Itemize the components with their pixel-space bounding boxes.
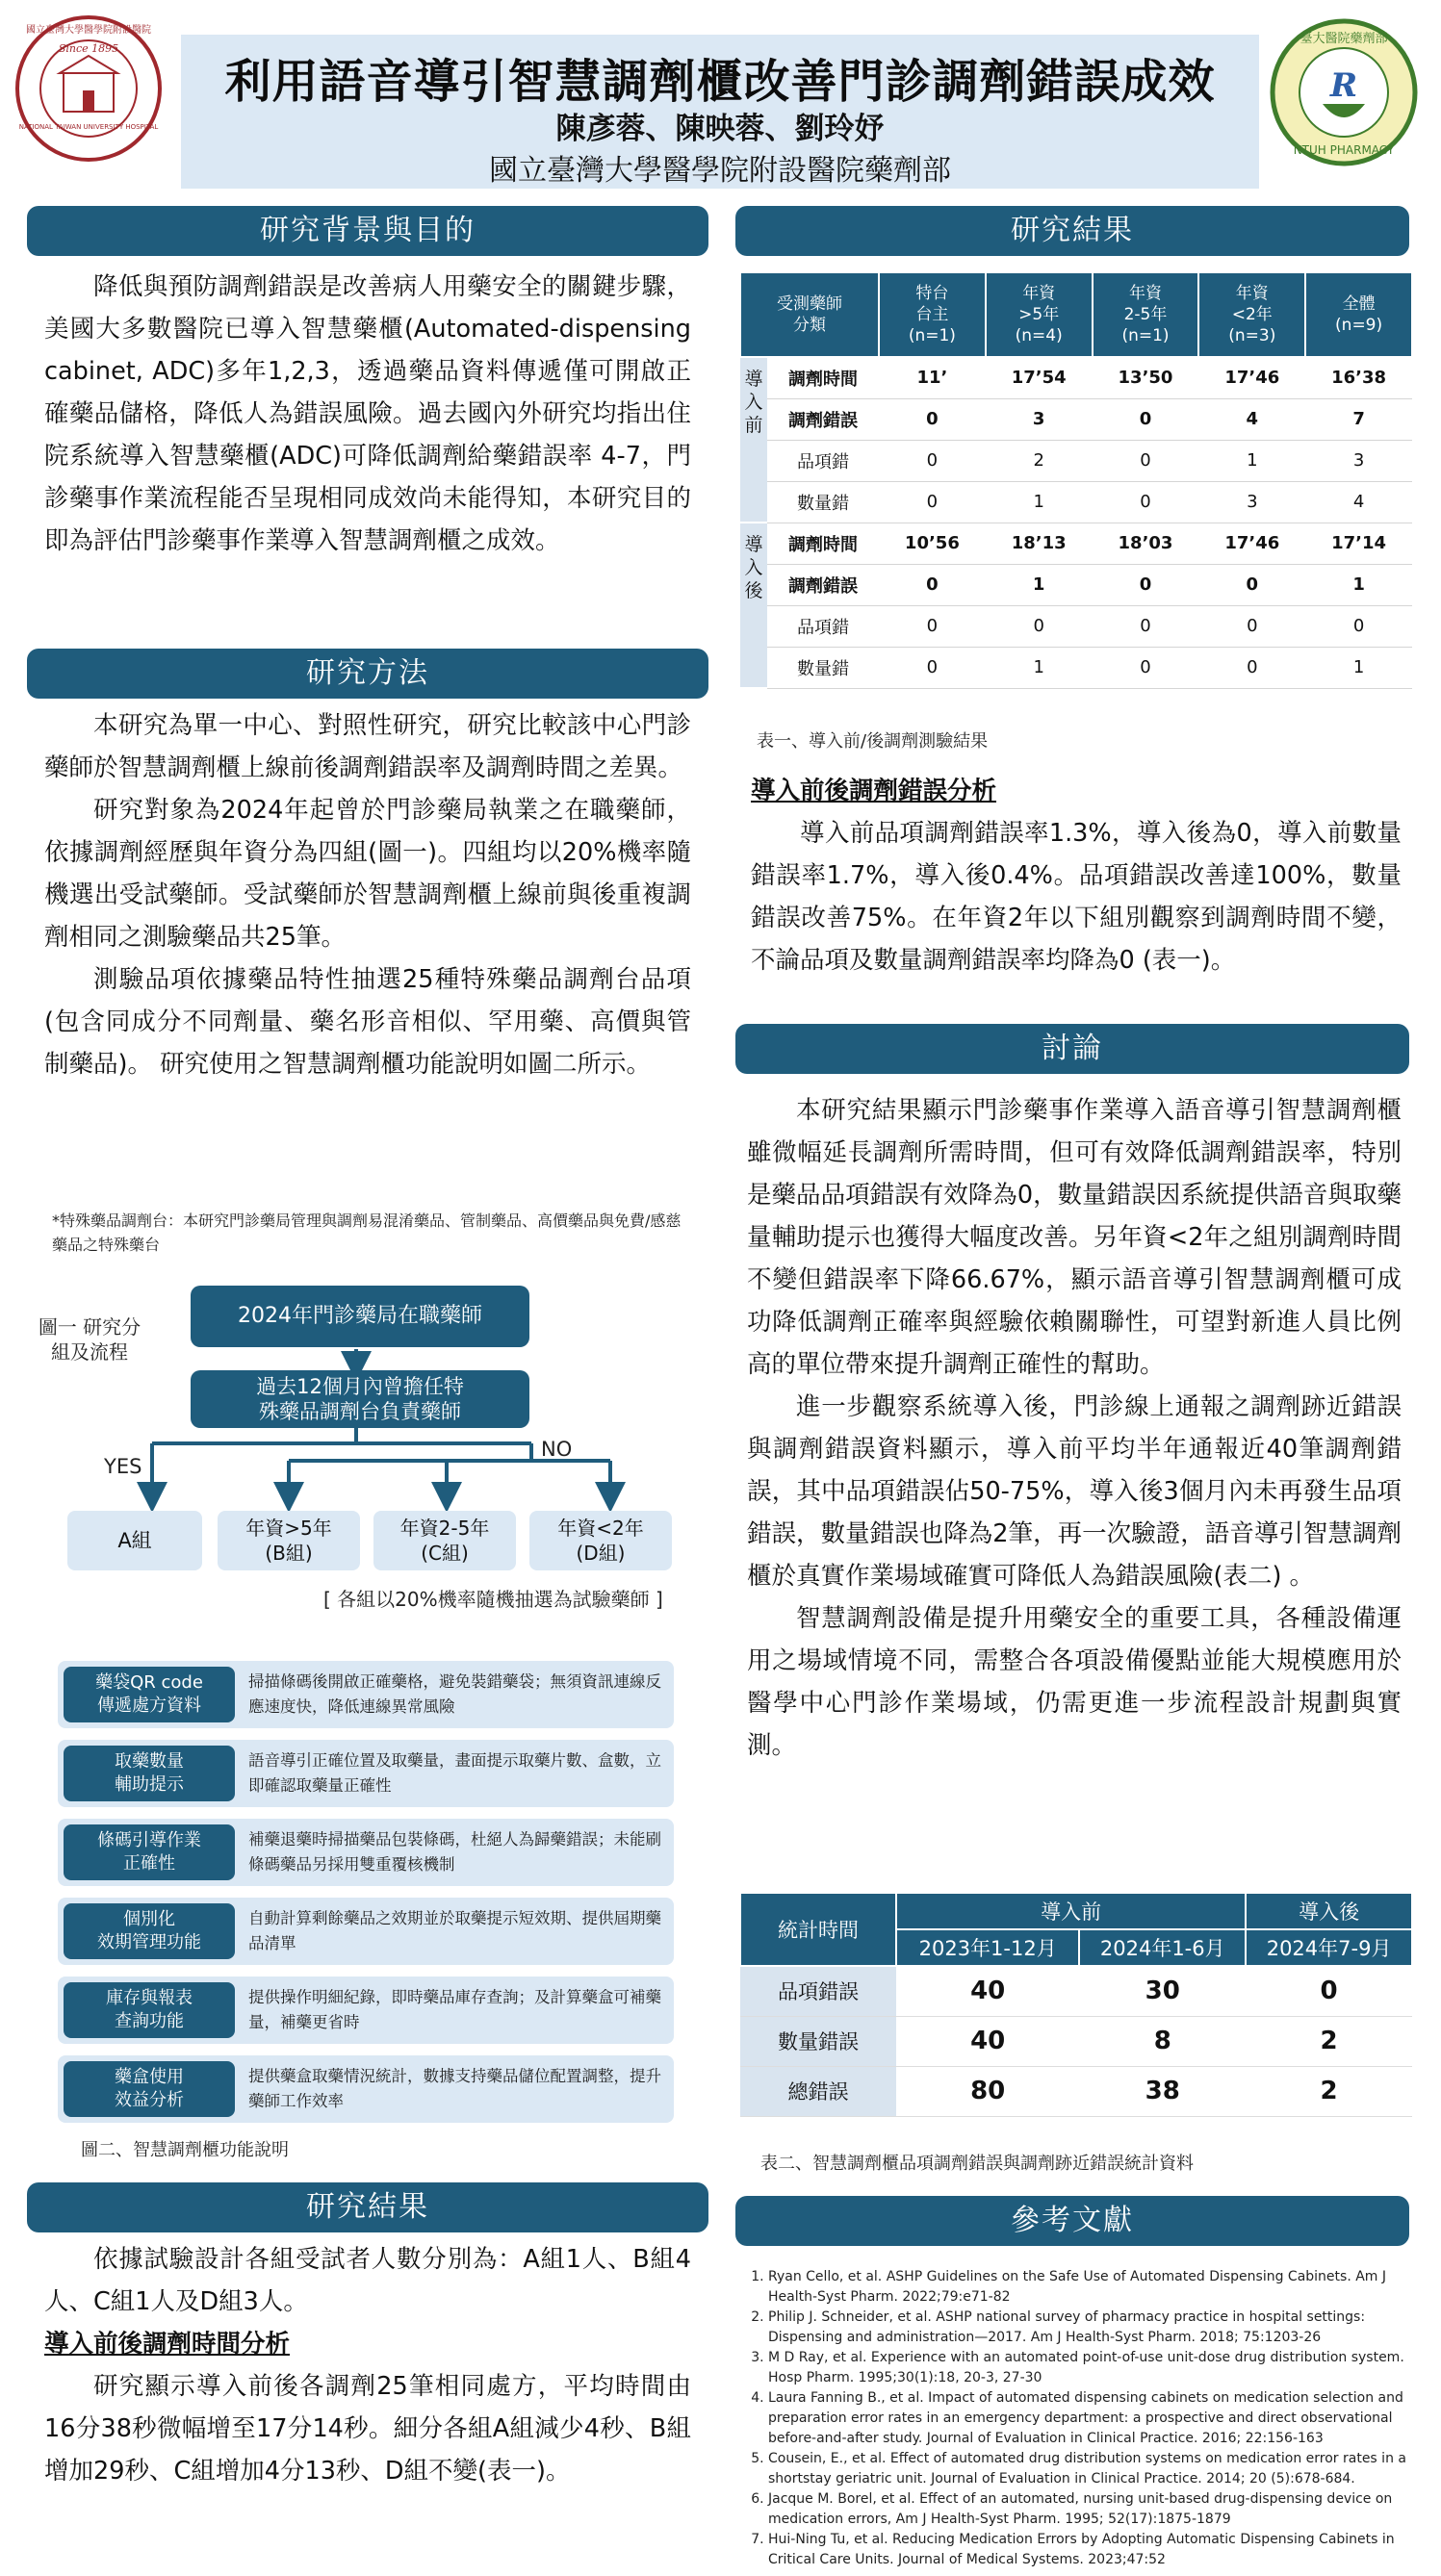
table-2 bbox=[739, 1892, 1413, 2117]
table-row bbox=[740, 398, 1412, 440]
reference-item: 2. Philip J. Schneider, et al. ASHP national survey of pharmacy practice in hospital settings: Dispensing and administration—2017. Am J Health-Syst Pharm. 2018; 75:1203-26 bbox=[768, 2308, 1411, 2348]
table-1-cell: 0 bbox=[1198, 647, 1305, 688]
function-desc: 自動計算剩餘藥品之效期並於取藥提示短效期、提供屆期藥品清單 bbox=[248, 1909, 661, 1952]
table-1-header: 年資 2-5年 (n=1) bbox=[1093, 272, 1199, 357]
table-1-cell: 0 bbox=[879, 647, 986, 688]
table-1-caption: 表一、導入前/後調劑測驗結果 bbox=[757, 731, 989, 752]
table-1-cell: 0 bbox=[1198, 564, 1305, 605]
flow-yes-label: YES bbox=[104, 1455, 142, 1478]
table-1-cell: 4 bbox=[1198, 398, 1305, 440]
table-1-cell: 0 bbox=[986, 605, 1093, 647]
table-2-cell: 38 bbox=[1079, 2066, 1246, 2116]
table-1-body bbox=[740, 357, 1412, 688]
function-name: 個別化 效期管理功能 bbox=[64, 1903, 235, 1959]
results-left-paragraph-1: 依據試驗設計各組受試者人數分別為：A組1人、B組4人、C組1人及D組3人。 bbox=[44, 2245, 691, 2316]
table-1-group-label: 導 入 前 bbox=[740, 357, 767, 523]
table-1-cell: 18’03 bbox=[1093, 523, 1199, 564]
figure-1-caption: 圖一 研究分組及流程 bbox=[38, 1315, 142, 1364]
table-1-cell: 1 bbox=[986, 647, 1093, 688]
logo-bottom-text: NATIONAL TAIWAN UNIVERSITY HOSPITAL bbox=[18, 123, 159, 131]
discussion-paragraph-1: 本研究結果顯示門診藥事作業導入語音導引智慧調劑櫃雖微幅延長調劑所需時間，但可有效降低調劑錯誤率，特別是藥品品項錯誤有效降為0，數量錯誤因系統提供語音與取藥量輔助提示也獲得大幅度改善。另年資<2年之組別調劑時間不變但錯誤率下降66.67%，顯示語音導引智慧調劑櫃可成功降低調劑正確率與經驗依賴關聯性，可望對新進人員比例高的單位帶來提升調劑正確性的幫助。 bbox=[747, 1096, 1402, 1379]
function-desc: 語音導引正確位置及取藥量，畫面提示取藥片數、盒數，立即確認取藥量正確性 bbox=[248, 1751, 661, 1795]
flow-group-d: 年資<2年 (D組) bbox=[529, 1511, 672, 1570]
table-2-cell: 30 bbox=[1079, 1966, 1246, 2016]
table-1-cell: 0 bbox=[1093, 564, 1199, 605]
table-1-group-label: 導 入 後 bbox=[740, 523, 767, 688]
table-1-cell: 17’46 bbox=[1198, 523, 1305, 564]
function-row bbox=[58, 1740, 674, 1807]
flow-group-b: 年資>5年 (B組) bbox=[218, 1511, 360, 1570]
table-1-row-label: 品項錯 bbox=[767, 605, 879, 647]
results-left-subheading: 導入前後調劑時間分析 bbox=[44, 2330, 291, 2359]
discussion-paragraph-2: 進一步觀察系統導入後，門診線上通報之調劑跡近錯誤與調劑錯誤資料顯示，導入前平均半年通報近40筆調劑錯誤，其中品項錯誤佔50-75%，導入後3個月內未再發生品項錯誤，數量錯誤也降為2筆，再一次驗證，語音導引智慧調劑櫃於真實作業場域確實可降低人為錯誤風險(表二) 。 bbox=[747, 1392, 1402, 1591]
table-row bbox=[740, 1966, 1412, 2016]
function-row bbox=[58, 1819, 674, 1886]
table-1-cell: 4 bbox=[1305, 481, 1412, 523]
table-1-cell: 3 bbox=[986, 398, 1093, 440]
table-2-cell: 40 bbox=[896, 2016, 1079, 2066]
function-desc: 提供操作明細紀錄，即時藥品庫存查詢；及計算藥盒可補藥量，補藥更省時 bbox=[248, 1988, 661, 2031]
table-1-cell: 0 bbox=[1093, 647, 1199, 688]
figure-2-caption: 圖二、智慧調劑櫃功能說明 bbox=[81, 2140, 289, 2160]
function-row bbox=[58, 2055, 674, 2123]
table-1-cell: 0 bbox=[1305, 605, 1412, 647]
table-1-cell: 1 bbox=[986, 481, 1093, 523]
table-1-cell: 10’56 bbox=[879, 523, 986, 564]
background-paragraph: 降低與預防調劑錯誤是改善病人用藥安全的關鍵步驟，美國大多數醫院已導入智慧藥櫃(Automated-dispensing cabinet, ADC)多年1,2,3，透過藥品資料傳遞僅可開啟正確藥品儲格，降低人為錯誤風險。過去國內外研究均指出住院系統導入智慧藥櫃(ADC)可降低調劑給藥錯誤率 4-7，門診藥事作業流程能否呈現相同成效尚未能得知，本研究目的即為評估門診藥事作業導入智慧調劑櫃之成效。 bbox=[44, 272, 691, 555]
table-2-cell: 80 bbox=[896, 2066, 1079, 2116]
table-row bbox=[740, 523, 1412, 564]
results-right-subheading: 導入前後調劑錯誤分析 bbox=[751, 777, 997, 805]
function-name: 庫存與報表 查詢功能 bbox=[64, 1982, 235, 2038]
table-1-cell: 7 bbox=[1305, 398, 1412, 440]
section-header-references: 參考文獻 bbox=[735, 2196, 1409, 2246]
flow-sampling-note: [ 各組以20%機率隨機抽選為試驗藥師 ] bbox=[323, 1588, 663, 1611]
table-1-cell: 17’14 bbox=[1305, 523, 1412, 564]
table-2-after-header: 導入後 bbox=[1246, 1893, 1412, 1929]
table-1-cell: 18’13 bbox=[986, 523, 1093, 564]
function-name: 取藥數量 輔助提示 bbox=[64, 1746, 235, 1801]
table-row bbox=[740, 564, 1412, 605]
results-left-text bbox=[44, 2238, 691, 2492]
function-desc: 掃描條碼後開啟正確藥格，避免裝錯藥袋；無須資訊連線反應速度快，降低連線異常風險 bbox=[248, 1672, 661, 1716]
table-1-cell: 0 bbox=[1198, 605, 1305, 647]
table-row bbox=[740, 605, 1412, 647]
table-2-period: 2024年1-6月 bbox=[1079, 1929, 1246, 1966]
table-1-cell: 1 bbox=[1198, 440, 1305, 481]
reference-item: 7. Hui-Ning Tu, et al. Reducing Medication Errors by Adopting Automatic Dispensing Cabinets in Critical Care Units. Journal of Medical Systems. 2023;47:52 bbox=[768, 2530, 1411, 2570]
table-1-cell: 16’38 bbox=[1305, 357, 1412, 398]
function-row bbox=[58, 1898, 674, 1965]
results-right-paragraph: 導入前品項調劑錯誤率1.3%，導入後為0，導入前數量錯誤率1.7%，導入後0.4%。品項錯誤改善達100%，數量錯誤改善75%。在年資2年以下組別觀察到調劑時間不變，不論品項及數量調劑錯誤率均降為0 (表一)。 bbox=[751, 819, 1402, 975]
methods-footnote: *特殊藥品調劑台：本研究門診藥局管理與調劑易混淆藥品、管制藥品、高價藥品與免費/感慈藥品之特殊藥台 bbox=[52, 1211, 682, 1254]
discussion-text bbox=[747, 1089, 1402, 1767]
table-1-cell: 0 bbox=[879, 398, 986, 440]
poster-authors: 陳彥蓉、陳映蓉、劉玲妤 bbox=[555, 112, 885, 146]
table-1-cell: 0 bbox=[1093, 605, 1199, 647]
reference-item: 6. Jacque M. Borel, et al. Effect of an automated, nursing unit-based drug-dispensing device on medication errors, Am J Health-Syst Pharm. 1995; 52(17):1875-1879 bbox=[768, 2489, 1411, 2530]
table-2-cell: 2 bbox=[1246, 2016, 1412, 2066]
flow-group-a: A組 bbox=[67, 1511, 202, 1570]
table-1-cell: 1 bbox=[1305, 564, 1412, 605]
table-1-row-label: 調劑錯誤 bbox=[767, 398, 879, 440]
reference-item: 4. Laura Fanning B., et al. Impact of automated dispensing cabinets on medication selection and preparation error rates in an emergency department: a prospective and direct observational before-and-after study. Journal of Evaluation in Clinical Practice. 2016; 22:156-163 bbox=[768, 2388, 1411, 2449]
table-1-cell: 0 bbox=[1093, 398, 1199, 440]
function-name: 藥袋QR code 傳遞處方資料 bbox=[64, 1667, 235, 1722]
table-1-cell: 1 bbox=[1305, 647, 1412, 688]
poster-title: 利用語音導引智慧調劑櫃改善門診調劑錯誤成效 bbox=[224, 55, 1216, 109]
table-1-row-label: 數量錯 bbox=[767, 481, 879, 523]
section-header-results-right: 研究結果 bbox=[735, 206, 1409, 256]
table-1-row-label: 調劑時間 bbox=[767, 523, 879, 564]
table-2-cell: 8 bbox=[1079, 2016, 1246, 2066]
table-1-cell: 17’46 bbox=[1198, 357, 1305, 398]
section-header-discussion: 討論 bbox=[735, 1024, 1409, 1074]
table-1-cell: 17’54 bbox=[986, 357, 1093, 398]
table-1-cell: 11’ bbox=[879, 357, 986, 398]
table-1-row-label: 調劑時間 bbox=[767, 357, 879, 398]
table-1 bbox=[739, 271, 1413, 689]
table-2-period: 2024年7-9月 bbox=[1246, 1929, 1412, 1966]
hospital-logo bbox=[13, 13, 164, 164]
table-1-row-label: 數量錯 bbox=[767, 647, 879, 688]
methods-paragraph-2: 研究對象為2024年起曾於門診藥局執業之在職藥師，依據調劑經歷與年資分為四組(圖一)。四組均以20%機率隨機選出受試藥師。受試藥師於智慧調劑櫃上線前與後重複調劑相同之測驗藥品共25筆。 bbox=[44, 796, 691, 952]
function-desc: 補藥退藥時掃描藥品包裝條碼，杜絕人為歸藥錯誤；未能刷條碼藥品另採用雙重覆核機制 bbox=[248, 1830, 661, 1874]
logo-bottom-text: NTUH PHARMACY bbox=[1293, 143, 1395, 157]
logo-since-text: Since 1895 bbox=[58, 42, 119, 55]
function-desc: 提供藥盒取藥情況統計，數據支持藥品儲位配置調整，提升藥師工作效率 bbox=[248, 2067, 661, 2110]
function-name: 條碼引導作業 正確性 bbox=[64, 1824, 235, 1880]
table-1-row-label: 調劑錯誤 bbox=[767, 564, 879, 605]
table-1-cell: 0 bbox=[879, 481, 986, 523]
table-1-cell: 1 bbox=[986, 564, 1093, 605]
discussion-paragraph-3: 智慧調劑設備是提升用藥安全的重要工具，各種設備運用之場域情境不同，需整合各項設備優點並能大規模應用於醫學中心門診作業場域，仍需更進一步流程設計規劃與實測。 bbox=[747, 1604, 1402, 1760]
results-left-paragraph-2: 研究顯示導入前後各調劑25筆相同處方，平均時間由16分38秒微幅增至17分14秒。細分各組A組減少4秒、B組增加29秒、C組增加4分13秒、D組不變(表一)。 bbox=[44, 2372, 691, 2486]
table-row bbox=[740, 647, 1412, 688]
pharmacy-logo bbox=[1269, 17, 1419, 167]
logo-top-text: 臺大醫院藥劑部 bbox=[1299, 32, 1388, 46]
logo-rx-mark: R bbox=[1329, 66, 1358, 105]
table-row bbox=[740, 357, 1412, 398]
table-2-corner: 統計時間 bbox=[740, 1893, 896, 1966]
table-1-header: 特台 台主 (n=1) bbox=[879, 272, 986, 357]
function-row bbox=[58, 1661, 674, 1728]
section-header-background: 研究背景與目的 bbox=[27, 206, 708, 256]
table-2-cell: 2 bbox=[1246, 2066, 1412, 2116]
table-1-cell: 0 bbox=[879, 605, 986, 647]
table-2-row-label: 品項錯誤 bbox=[740, 1966, 896, 2016]
function-row bbox=[58, 1977, 674, 2044]
reference-item: 3. M D Ray, et al. Experience with an automated point-of-use unit-dose drug distribution system. Hosp Pharm. 1995;30(1):18, 20-3, 27-30 bbox=[768, 2348, 1411, 2388]
table-1-cell: 0 bbox=[879, 440, 986, 481]
logo-top-text: 國立臺灣大學醫學院附設醫院 bbox=[26, 25, 151, 36]
table-2-cell: 40 bbox=[896, 1966, 1079, 2016]
results-right-text bbox=[751, 770, 1402, 982]
table-row bbox=[740, 440, 1412, 481]
table-1-row-label: 品項錯 bbox=[767, 440, 879, 481]
flow-step-all-pharmacists: 2024年門診藥局在職藥師 bbox=[191, 1286, 529, 1347]
section-header-results-left: 研究結果 bbox=[27, 2182, 708, 2232]
table-row bbox=[740, 481, 1412, 523]
table-1-cell: 0 bbox=[879, 564, 986, 605]
reference-item: 5. Cousein, E., et al. Effect of automated drug distribution systems on medication error rates in a shortstay geriatric unit. Journal of Evaluation in Clinical Practice. 2014; 20 (5):678-684. bbox=[768, 2449, 1411, 2489]
table-row bbox=[740, 2066, 1412, 2116]
table-1-corner: 受測藥師 分類 bbox=[740, 272, 879, 357]
section-header-methods: 研究方法 bbox=[27, 649, 708, 699]
table-2-row-label: 總錯誤 bbox=[740, 2066, 896, 2116]
function-name: 藥盒使用 效益分析 bbox=[64, 2061, 235, 2117]
flow-no-label: NO bbox=[541, 1438, 573, 1461]
background-text bbox=[44, 266, 691, 562]
table-2-before-header: 導入前 bbox=[896, 1893, 1246, 1929]
table-2-cell: 0 bbox=[1246, 1966, 1412, 2016]
table-2-caption: 表二、智慧調劑櫃品項調劑錯誤與調劑跡近錯誤統計資料 bbox=[760, 2154, 1194, 2174]
poster-department: 國立臺灣大學醫學院附設醫院藥劑部 bbox=[489, 154, 951, 188]
table-2-row-label: 數量錯誤 bbox=[740, 2016, 896, 2066]
methods-paragraph-3: 測驗品項依據藥品特性抽選25種特殊藥品調劑台品項(包含同成分不同劑量、藥名形音相似、罕用藥、高價與管制藥品)。 研究使用之智慧調劑櫃功能說明如圖二所示。 bbox=[44, 965, 691, 1079]
table-1-header: 年資 <2年 (n=3) bbox=[1198, 272, 1305, 357]
table-1-header: 年資 >5年 (n=4) bbox=[986, 272, 1093, 357]
table-row bbox=[740, 2016, 1412, 2066]
header-banner bbox=[181, 35, 1259, 189]
table-1-header: 全體 (n=9) bbox=[1305, 272, 1412, 357]
table-2-period: 2023年1-12月 bbox=[896, 1929, 1079, 1966]
reference-item: 1. Ryan Cello, et al. ASHP Guidelines on the Safe Use of Automated Dispensing Cabinets. Am J Health-Syst Pharm. 2022;79:e71-82 bbox=[768, 2267, 1411, 2308]
table-1-cell: 13’50 bbox=[1093, 357, 1199, 398]
methods-paragraph-1: 本研究為單一中心、對照性研究，研究比較該中心門診藥師於智慧調劑櫃上線前後調劑錯誤率及調劑時間之差異。 bbox=[44, 711, 691, 782]
table-1-cell: 2 bbox=[986, 440, 1093, 481]
table-1-cell: 3 bbox=[1305, 440, 1412, 481]
table-1-cell: 0 bbox=[1093, 481, 1199, 523]
table-1-cell: 0 bbox=[1093, 440, 1199, 481]
flow-step-question: 過去12個月內曾擔任特殊藥品調劑台負責藥師 bbox=[191, 1370, 529, 1428]
flow-group-c: 年資2-5年 (C組) bbox=[373, 1511, 516, 1570]
methods-text bbox=[44, 704, 691, 1085]
table-1-cell: 3 bbox=[1198, 481, 1305, 523]
reference-list bbox=[747, 2267, 1411, 2570]
